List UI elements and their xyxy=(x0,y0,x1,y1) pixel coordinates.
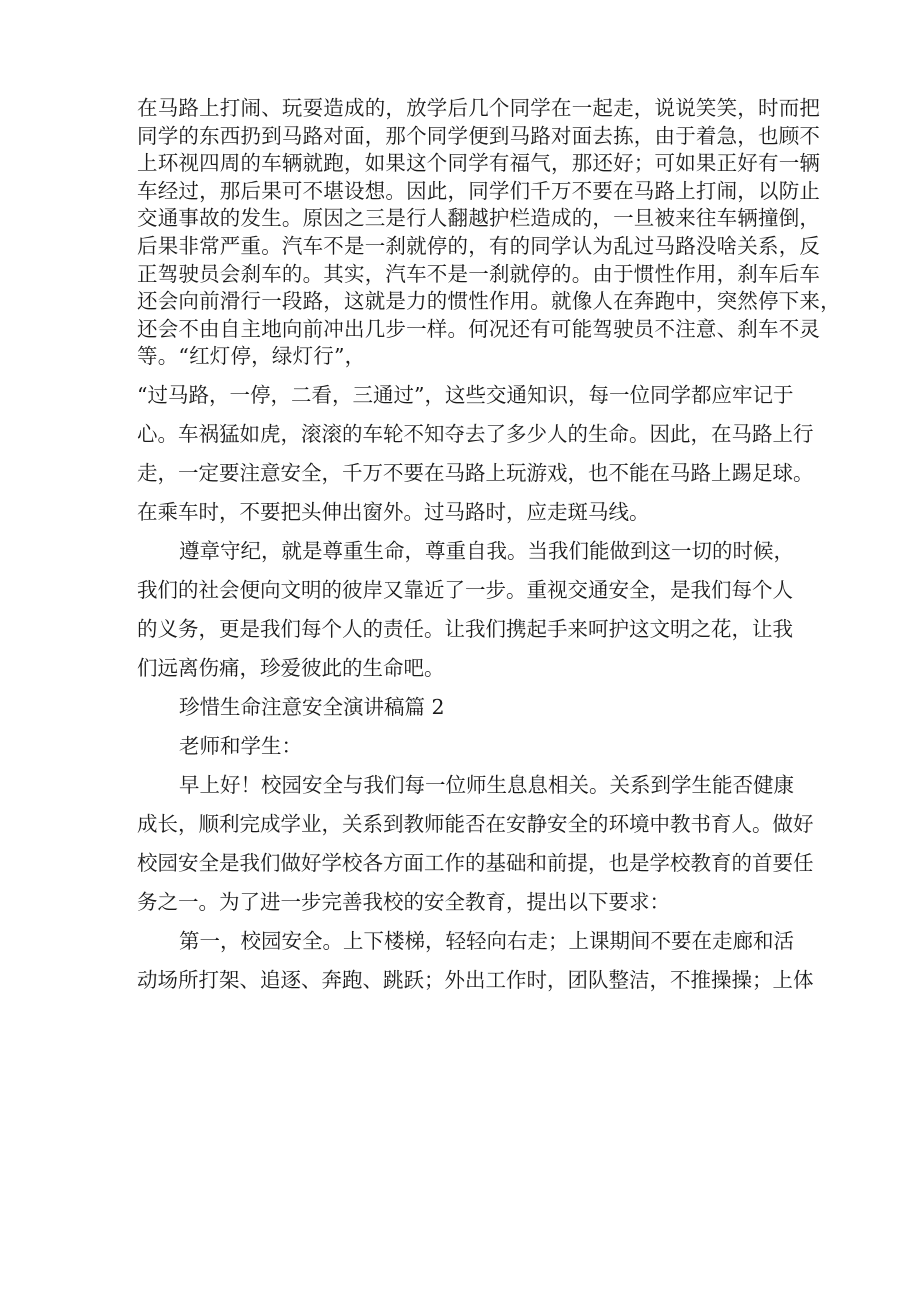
text-line: 同学的东西扔到马路对面，那个同学便到马路对面去拣，由于着急，也顾不 xyxy=(137,123,821,148)
text-line: 正驾驶员会刹车的。其实，汽车不是一刹就停的。由于惯性作用，刹车后车 xyxy=(137,261,821,286)
text-line: 的义务，更是我们每个人的责任。让我们携起手来呵护这文明之花，让我 xyxy=(137,617,793,641)
text-line: 动场所打架、追逐、奔跑、跳跃；外出工作时，团队整洁，不推操操；上体 xyxy=(137,968,814,992)
text-line: 心。车祸猛如虎，滚滚的车轮不知夺去了多少人的生命。因此，在马路上行 xyxy=(137,422,814,446)
text-line: 交通事故的发生。原因之三是行人翻越护栏造成的，一旦被来往车辆撞倒， xyxy=(137,206,821,231)
text-line: 在马路上打闹、玩耍造成的，放学后几个同学在一起走，说说笑笑，时而把 xyxy=(137,96,821,120)
text-line: 还会不由自主地向前冲出几步一样。何况还有可能驾驶员不注意、刹车不灵 xyxy=(137,316,821,341)
text-line: 还会向前滑行一段路，这就是力的惯性作用。就像人在奔跑中，突然停下来， xyxy=(137,289,841,314)
text-line: 后果非常严重。汽车不是一刹就停的，有的同学认为乱过马路没啥关系，反 xyxy=(137,233,821,258)
text-line: 我们的社会便向文明的彼岸又靠近了一步。重视交通安全，是我们每个人 xyxy=(137,578,793,602)
text-line: 在乘车时，不要把头伸出窗外。过马路时，应走斑马线。 xyxy=(137,500,650,524)
dense-paragraph xyxy=(137,95,841,371)
text-line: 成长，顺利完成学业，关系到教师能否在安静安全的环境中教书育人。做好 xyxy=(137,812,814,836)
salutation: 老师和学生： xyxy=(179,734,302,758)
text-line: 们远离伤痛，珍爱彼此的生命吧。 xyxy=(137,656,445,680)
spaced-body xyxy=(137,376,817,1000)
text-line: “过马路，一停，二看，三通过”，这些交通知识，每一位同学都应牢记于 xyxy=(137,383,794,407)
text-line: 车经过，那后果可不堪设想。因此，同学们千万不要在马路上打闹，以防止 xyxy=(137,178,821,203)
section-heading: 珍惜生命注意安全演讲稿篇 2 xyxy=(179,695,445,719)
text-line: 第一，校园安全。上下楼梯，轻轻向右走；上课期间不要在走廊和活 xyxy=(179,929,794,953)
text-line: 遵章守纪，就是尊重生命，尊重自我。当我们能做到这一切的时候， xyxy=(179,539,794,563)
text-line: 务之一。为了进一步完善我校的安全教育，提出以下要求： xyxy=(137,890,670,914)
text-line: 等。“红灯停，绿灯行”， xyxy=(137,344,366,369)
text-line: 上环视四周的车辆就跑，如果这个同学有福气，那还好；可如果正好有一辆 xyxy=(137,151,821,176)
text-line: 走，一定要注意安全，千万不要在马路上玩游戏，也不能在马路上踢足球。 xyxy=(137,461,814,485)
text-line: 校园安全是我们做好学校各方面工作的基础和前提，也是学校教育的首要任 xyxy=(137,851,814,875)
text-line: 早上好！校园安全与我们每一位师生息息相关。关系到学生能否健康 xyxy=(179,773,794,797)
